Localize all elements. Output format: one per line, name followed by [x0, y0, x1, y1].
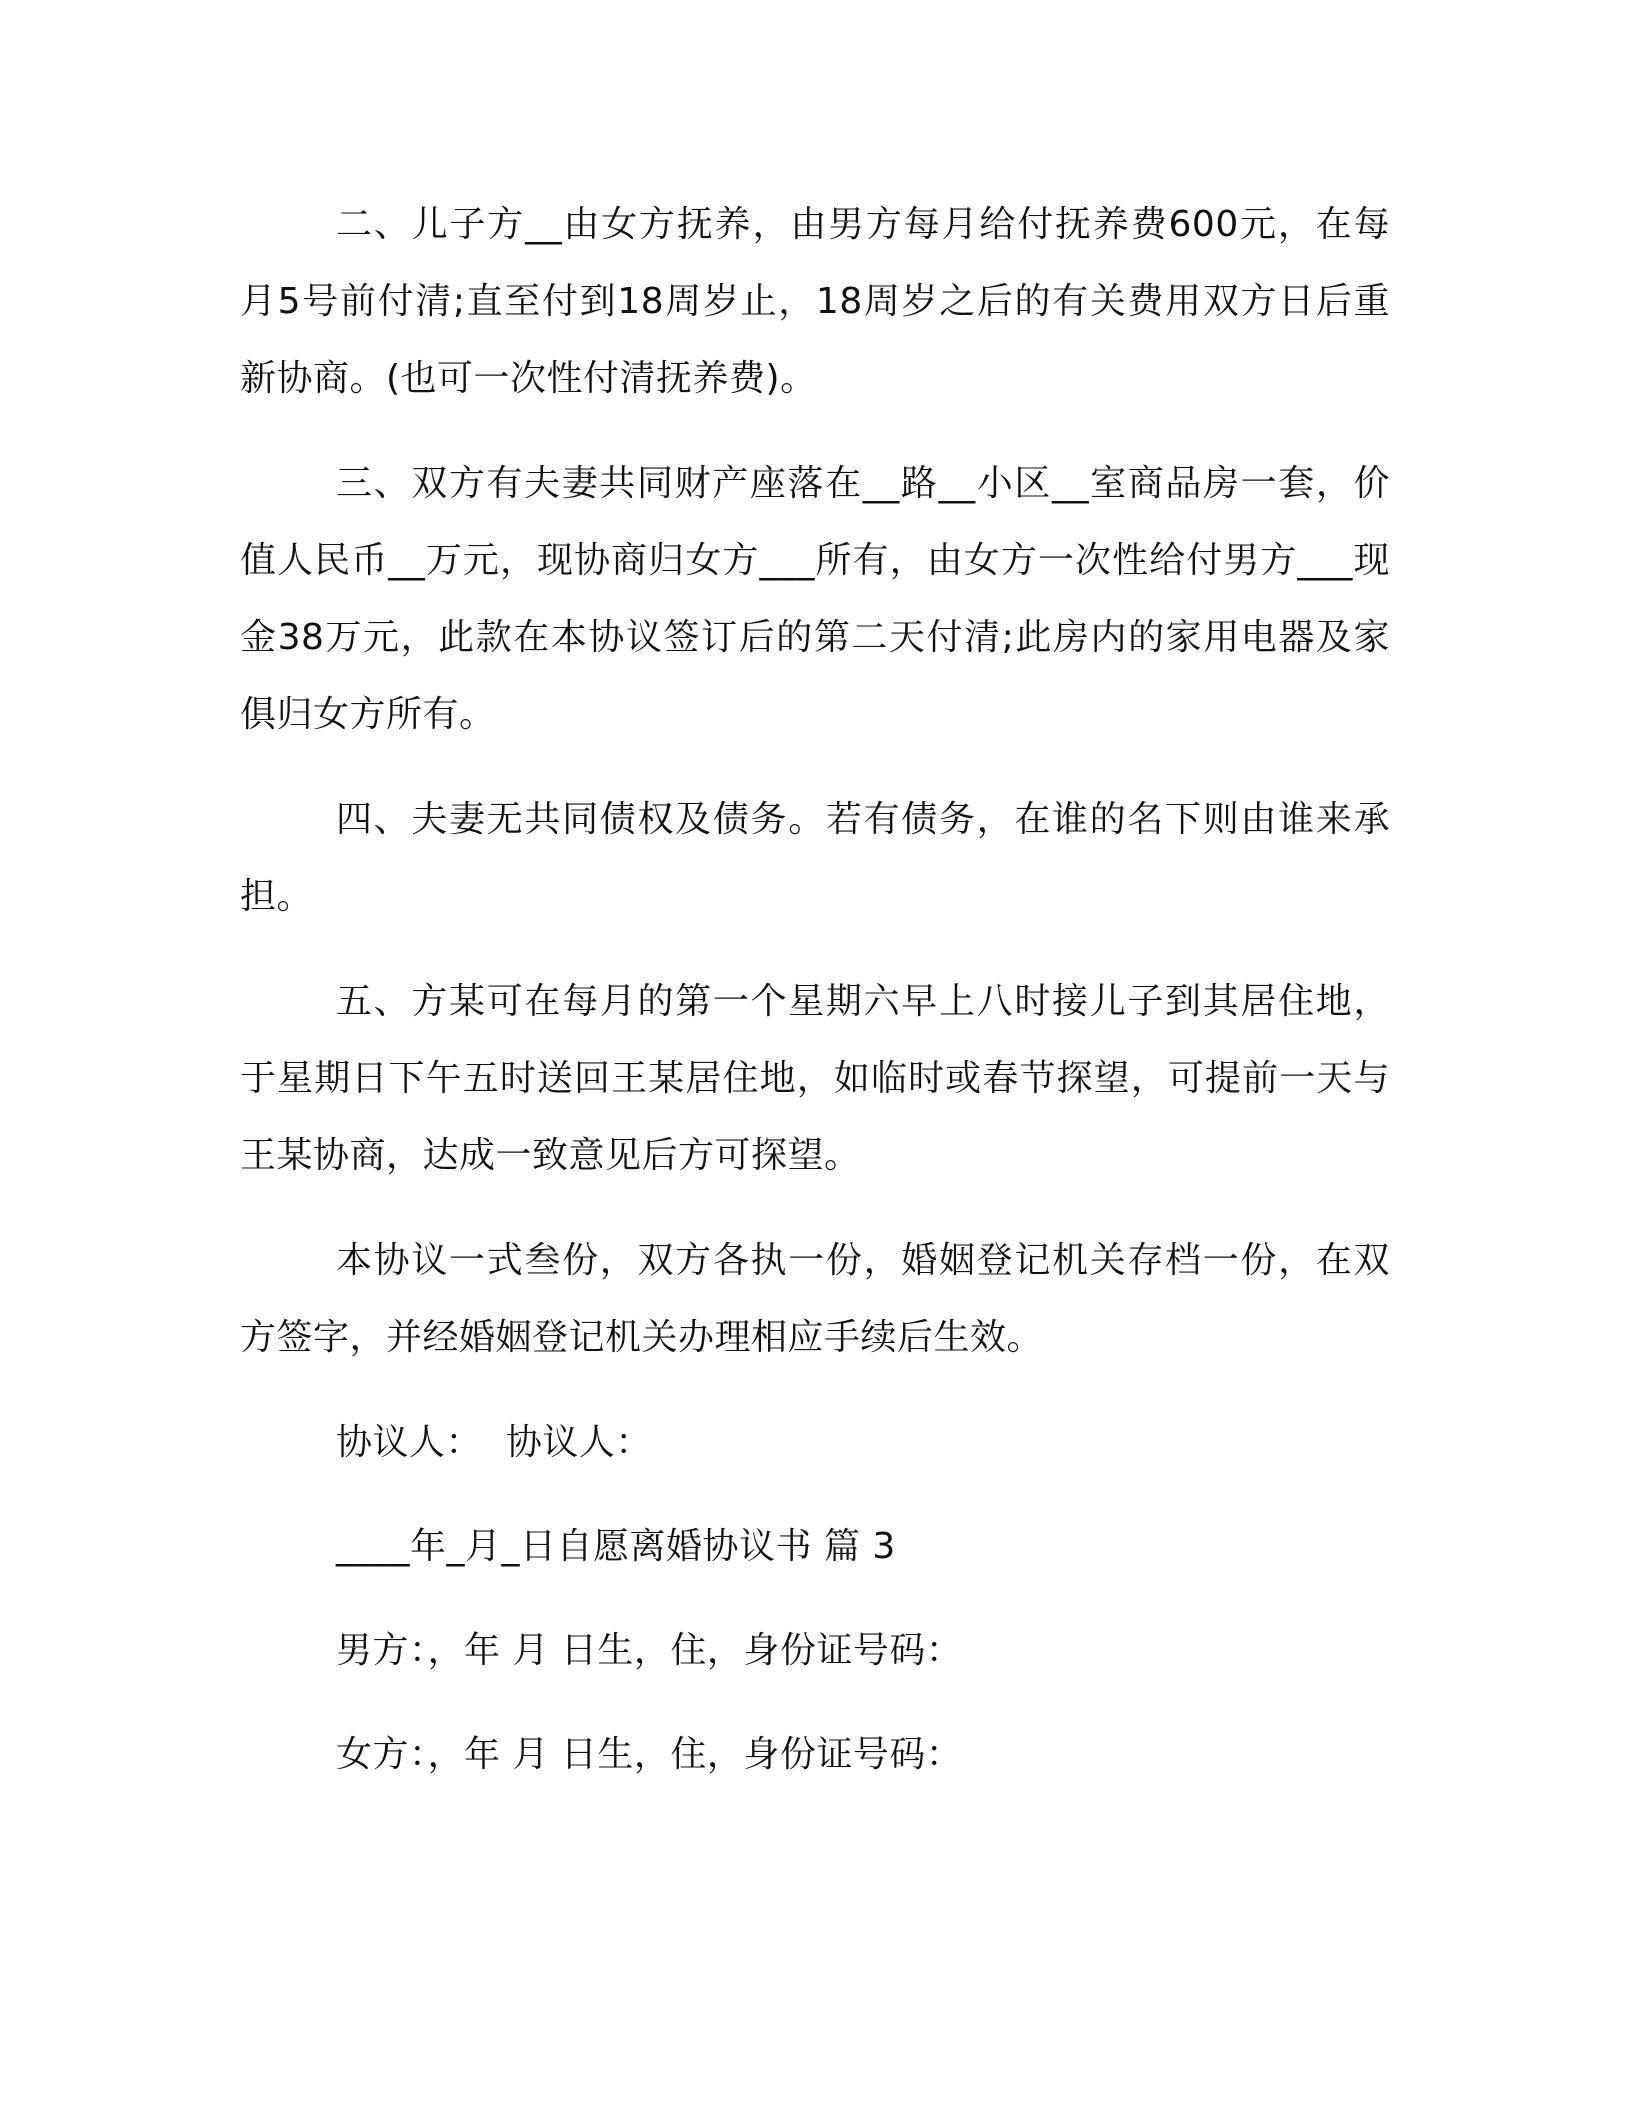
clause-4-paragraph: 四、夫妻无共同债权及债务。若有债务，在谁的名下则由谁来承担。	[240, 799, 1390, 917]
signatories-line: 协议人： 协议人：	[336, 1422, 652, 1463]
agreement-copies-paragraph: 本协议一式叁份，双方各执一份，婚姻登记机关存档一份，在双方签字，并经婚姻登记机关办理相应手续后生效。	[240, 1240, 1390, 1358]
clause-2-paragraph: 二、儿子方__由女方抚养，由男方每月给付抚养费600元，在每月5号前付清;直至付到18周岁止，18周岁之后的有关费用双方日后重新协商。(也可一次性付清抚养费)。	[240, 204, 1390, 399]
clause-5-paragraph: 五、方某可在每月的第一个星期六早上八时接儿子到其居住地，于星期日下午五时送回王某居住地，如临时或春节探望，可提前一天与王某协商，达成一致意见后方可探望。	[240, 981, 1390, 1176]
date-and-title-line: ____年_月_日自愿离婚协议书 篇 3	[336, 1526, 896, 1567]
female-party-line: 女方：，年 月 日生，住，身份证号码：	[336, 1734, 963, 1775]
male-party-line: 男方：，年 月 日生，住，身份证号码：	[336, 1630, 963, 1671]
clause-3-paragraph: 三、双方有夫妻共同财产座落在__路__小区__室商品房一套，价值人民币__万元，现协商归女方___所有，由女方一次性给付男方___现金38万元，此款在本协议签订后的第二天付清;此房内的家用电器及家俱归女方所有。	[240, 463, 1390, 735]
document-body	[240, 186, 1390, 1820]
